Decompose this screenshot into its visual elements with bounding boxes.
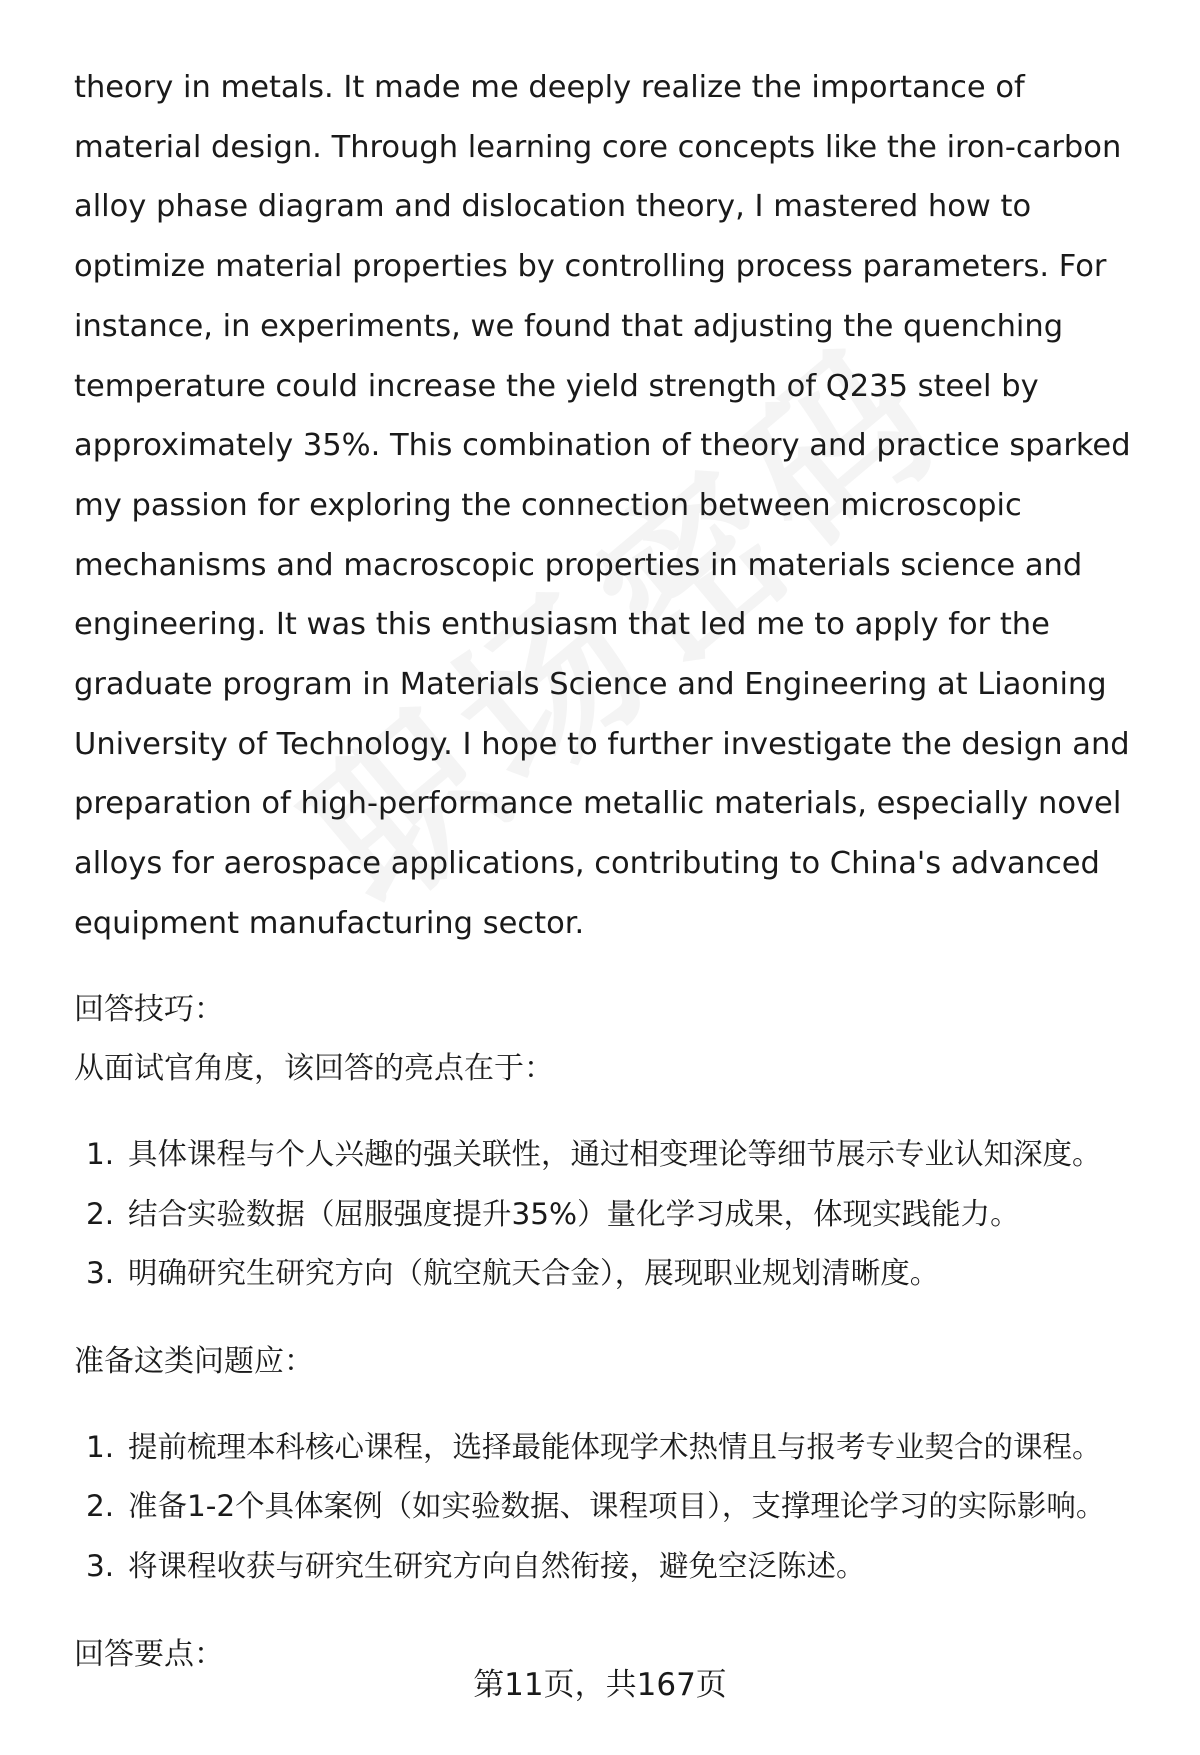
list-item	[74, 1537, 1154, 1597]
tips-list	[74, 1125, 1154, 1304]
list-item-text: 结合实验数据（屈服强度提升35%）量化学习成果，体现实践能力。	[128, 1196, 1020, 1231]
list-item-text: 提前梳理本科核心课程，选择最能体现学术热情且与报考专业契合的课程。	[128, 1429, 1102, 1464]
list-item-text: 将课程收获与研究生研究方向自然衔接，避免空泛陈述。	[128, 1549, 866, 1584]
list-number: 3.	[86, 1256, 115, 1291]
list-number: 2.	[86, 1196, 115, 1231]
tips-heading: 回答技巧：	[74, 991, 224, 1027]
prepare-heading: 准备这类问题应：	[74, 1344, 314, 1380]
tips-intro: 从面试官角度，该回答的亮点在于：	[74, 1051, 554, 1087]
list-number: 3.	[86, 1549, 115, 1584]
list-number: 2.	[86, 1489, 115, 1524]
list-item	[74, 1185, 1154, 1245]
list-item-text: 具体课程与个人兴趣的强关联性，通过相变理论等细节展示专业认知深度。	[128, 1136, 1102, 1171]
body-paragraph: theory in metals. It made me deeply realize the importance of material design. Through learning core concepts like the iron-carbon alloy phase diagram and dislocation theory, I mastered how to optimize material properties by controlling process parameters. For instance, in experiments, we found that adjusting the quenching temperature could increase the yield strength of Q235 steel by approximately 35%. This combination of theory and practice sparked my passion for exploring the connection between microscopic mechanisms and macroscopic properties in materials science and engineering. It was this enthusiasm that led me to apply for the graduate program in Materials Science and Engineering at Liaoning University of Technology. I hope to further investigate the design and preparation of high-performance metallic materials, especially novel alloys for aerospace applications, contributing to China's advanced equipment manufacturing sector.	[74, 70, 1131, 941]
list-item	[74, 1477, 1154, 1537]
list-item-text: 准备1-2个具体案例（如实验数据、课程项目），支撑理论学习的实际影响。	[128, 1489, 1106, 1524]
list-item-text: 明确研究生研究方向（航空航天合金），展现职业规划清晰度。	[128, 1256, 940, 1291]
key-points-heading: 回答要点：	[74, 1636, 224, 1672]
page-footer: 第11页，共167页	[473, 1667, 727, 1703]
prepare-list	[74, 1418, 1154, 1597]
list-item	[74, 1244, 1154, 1304]
document-page	[74, 58, 1154, 1685]
list-item	[74, 1418, 1154, 1478]
list-item	[74, 1125, 1154, 1185]
list-number: 1.	[86, 1136, 115, 1171]
list-number: 1.	[86, 1429, 115, 1464]
